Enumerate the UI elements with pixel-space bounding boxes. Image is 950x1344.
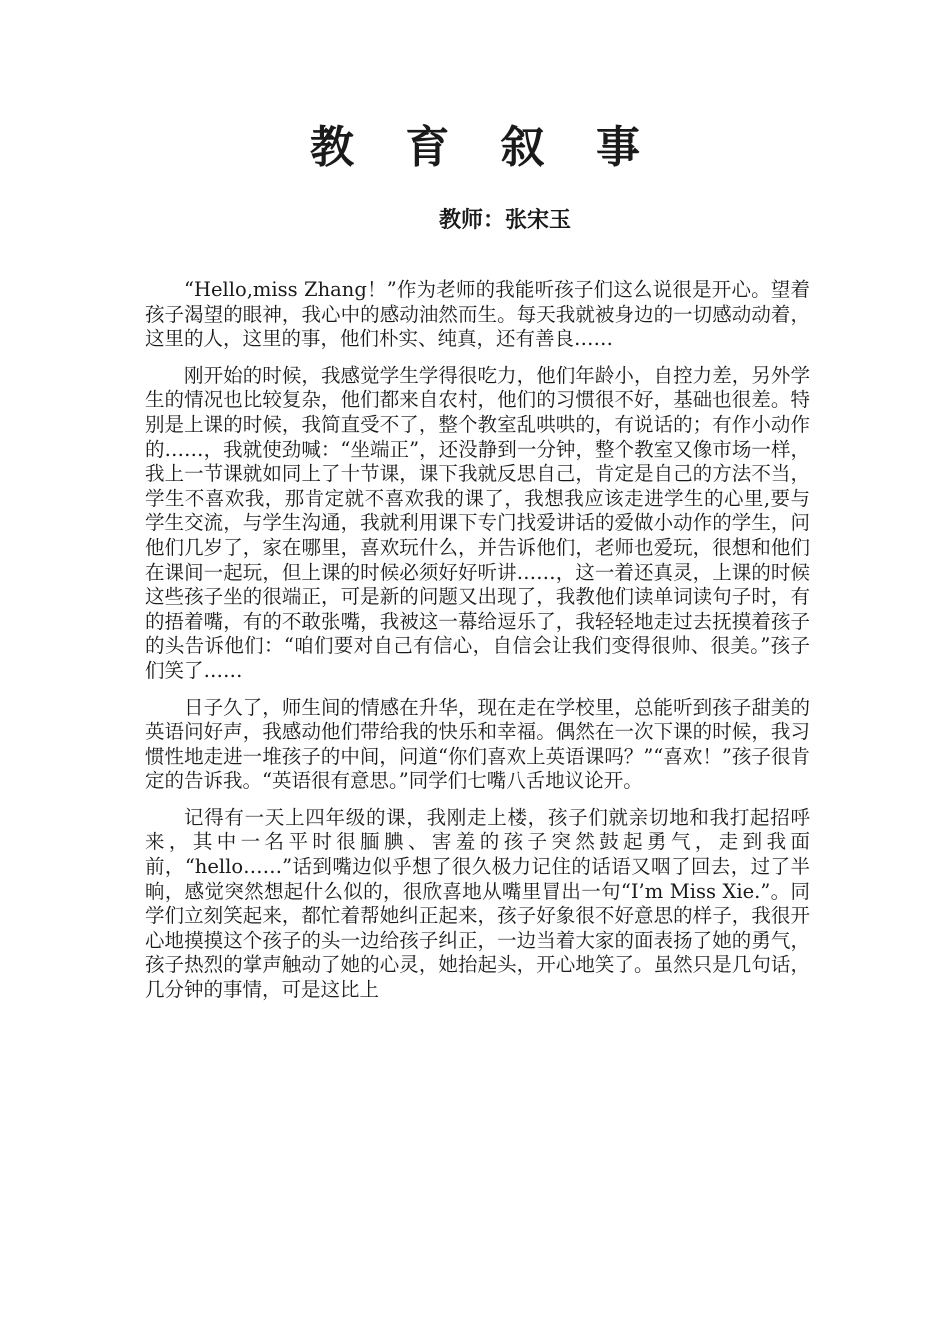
document-body [145,278,810,1015]
paragraph-1: “Hello,miss Zhang！”作为老师的我能听孩子们这么说很是开心。望着孩子渴望的眼神，我心中的感动油然而生。每天我就被身边的一切感动动着，这里的人，这里的事，他们朴实、纯真，还有善良…… [145,278,810,351]
paragraph-4: 记得有一天上四年级的课，我刚走上楼，孩子们就亲切地和我打起招呼来，其中一名平时很腼腆、害羞的孩子突然鼓起勇气，走到我面前，“hello……”话到嘴边似乎想了很久极力记住的话语又咽了回去，过了半晌，感觉突然想起什么似的，很欣喜地从嘴里冒出一句“I’m Miss Xie.”。同学们立刻笑起来，都忙着帮她纠正起来，孩子好象很不好意思的样子，我很开心地摸摸这个孩子的头一边给孩子纠正，一边当着大家的面表扬了她的勇气，孩子热烈的掌声触动了她的心灵，她抬起头，开心地笑了。虽然只是几句话，几分钟的事情，可是这比上 [145,805,810,1002]
document-title: 教 育 叙 事 [310,122,658,173]
paragraph-2: 刚开始的时候，我感觉学生学得很吃力，他们年龄小，自控力差，另外学生的情况也比较复杂，他们都来自农村，他们的习惯很不好，基础也很差。特别是上课的时候，我简直受不了，整个教室乱哄哄的，有说话的；有作小动作的……，我就使劲喊：“坐端正”，还没静到一分钟，整个教室又像市场一样，我上一节课就如同上了十节课，课下我就反思自己，肯定是自己的方法不当，学生不喜欢我，那肯定就不喜欢我的课了，我想我应该走进学生的心里,要与学生交流，与学生沟通，我就利用课下专门找爱讲话的爱做小动作的学生，问他们几岁了，家在哪里，喜欢玩什么，并告诉他们，老师也爱玩，很想和他们在课间一起玩，但上课的时候必须好好听讲……，这一着还真灵，上课的时候这些孩子坐的很端正，可是新的问题又出现了，我教他们读单词读句子时，有的捂着嘴，有的不敢张嘴，我被这一幕给逗乐了，我轻轻地走过去抚摸着孩子的头告诉他们：“咱们要对自己有信心，自信会让我们变得很帅、很美。”孩子们笑了…… [145,363,810,682]
paragraph-3: 日子久了，师生间的情感在升华，现在走在学校里，总能听到孩子甜美的英语问好声，我感动他们带给我的快乐和幸福。偶然在一次下课的时候，我习惯性地走进一堆孩子的中间，问道“你们喜欢上英语课吗？”“喜欢！”孩子很肯定的告诉我。“英语很有意思。”同学们七嘴八舌地议论开。 [145,695,810,793]
document-author: 教师：张宋玉 [438,208,571,233]
